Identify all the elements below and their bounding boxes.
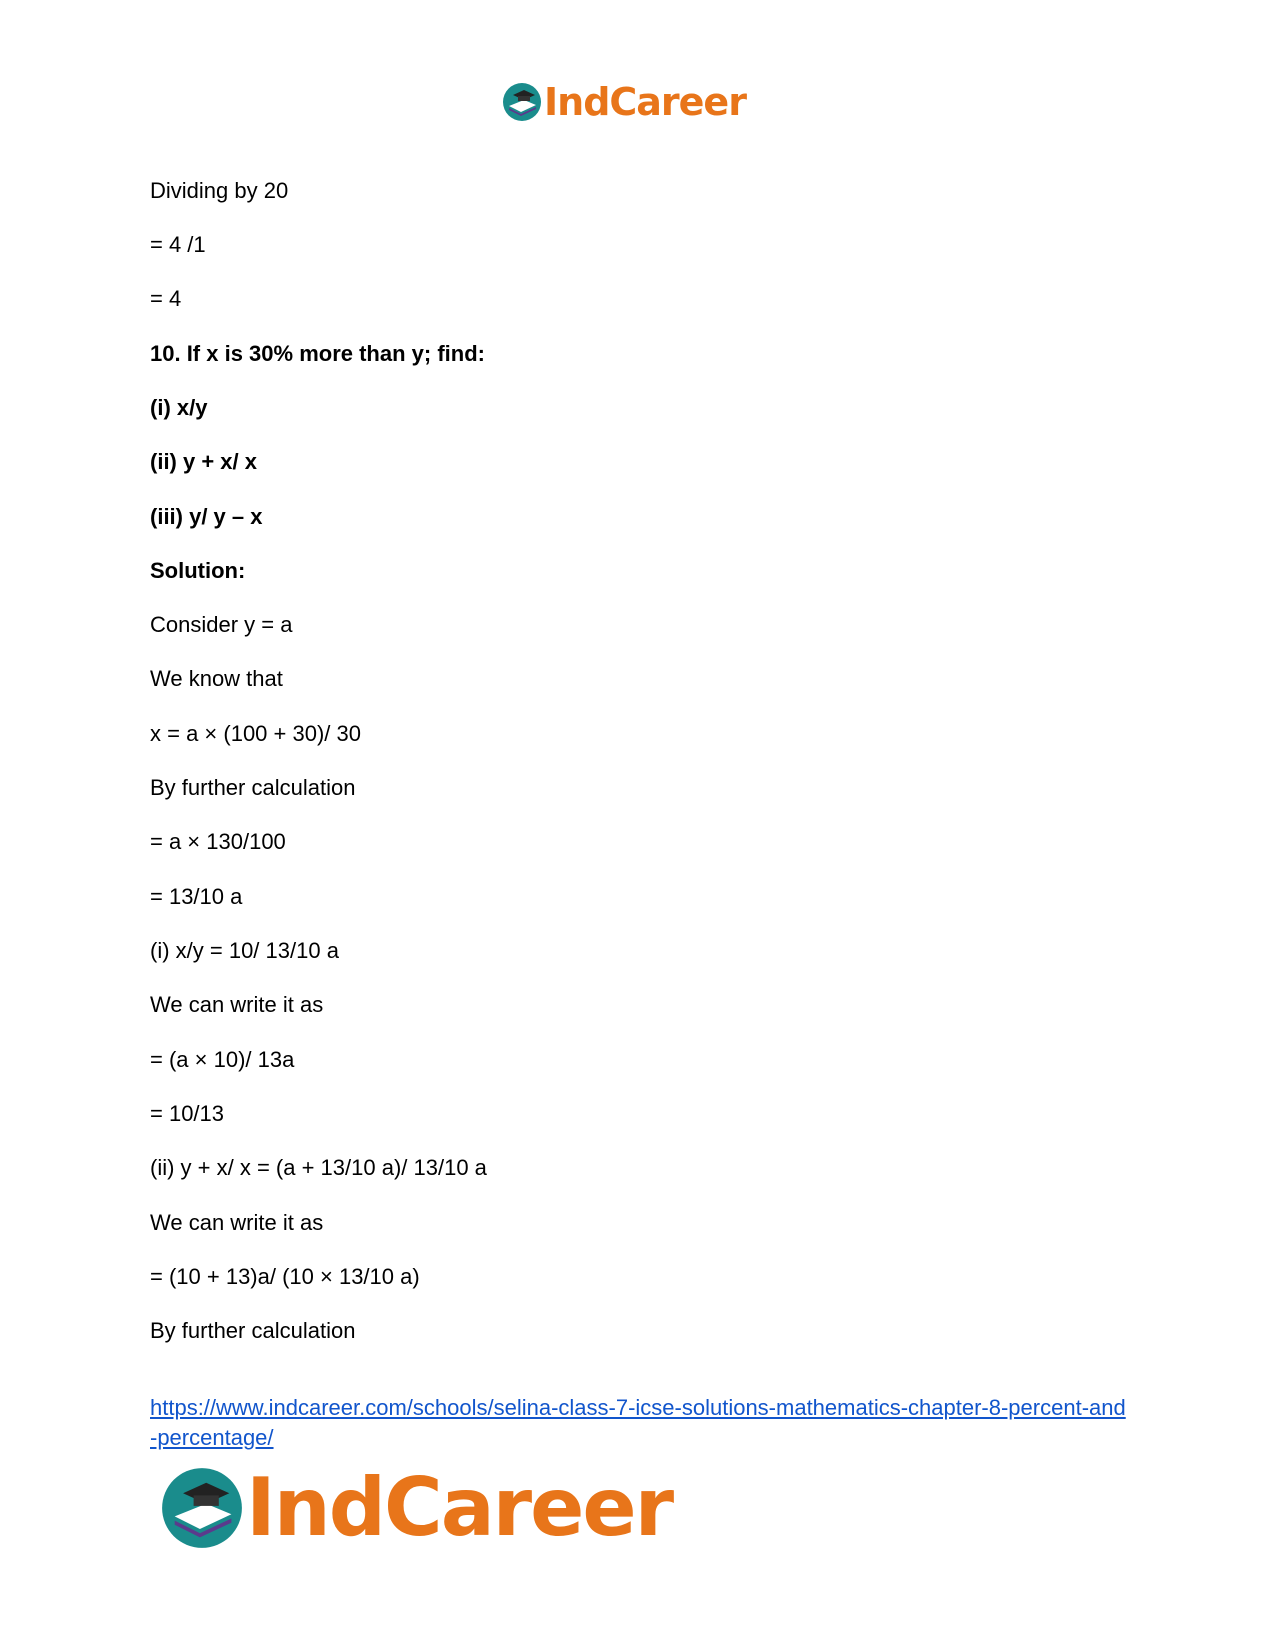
header-logo: [502, 78, 746, 126]
text-line: (i) x/y = 10/ 13/10 a: [150, 938, 339, 963]
text-line: = 4: [150, 286, 182, 311]
text-line: = 4 /1: [150, 232, 206, 257]
text-line: x = a × (100 + 30)/ 30: [150, 721, 361, 746]
graduation-book-icon: [160, 1466, 244, 1550]
text-line: We can write it as: [150, 992, 324, 1017]
question-part: (i) x/y: [150, 395, 208, 420]
question-part: (iii) y/ y – x: [150, 504, 263, 529]
text-line: = a × 130/100: [150, 829, 286, 854]
source-link[interactable]: https://www.indcareer.com/schools/selina-class-7-icse-solutions-mathematics-chapter-8-percent-and-percentage/: [150, 1395, 1126, 1450]
text-line: Dividing by 20: [150, 178, 289, 203]
graduation-book-icon: [502, 82, 542, 122]
text-line: Consider y = a: [150, 612, 293, 637]
question-heading: 10. If x is 30% more than y; find:: [150, 341, 485, 366]
footer-logo: [160, 1460, 672, 1556]
text-line: = (10 + 13)a/ (10 × 13/10 a): [150, 1264, 420, 1289]
text-line: = 10/13: [150, 1101, 225, 1126]
text-line: = 13/10 a: [150, 884, 243, 909]
text-line: (ii) y + x/ x = (a + 13/10 a)/ 13/10 a: [150, 1155, 487, 1180]
text-line: We know that: [150, 666, 283, 691]
question-part: (ii) y + x/ x: [150, 449, 257, 474]
text-line: By further calculation: [150, 1318, 356, 1343]
brand-name: IndCareer: [544, 80, 746, 124]
text-line: By further calculation: [150, 775, 356, 800]
brand-name: IndCareer: [246, 1461, 673, 1554]
solution-heading: Solution:: [150, 558, 246, 583]
text-line: = (a × 10)/ 13a: [150, 1047, 295, 1072]
text-line: We can write it as: [150, 1210, 324, 1235]
